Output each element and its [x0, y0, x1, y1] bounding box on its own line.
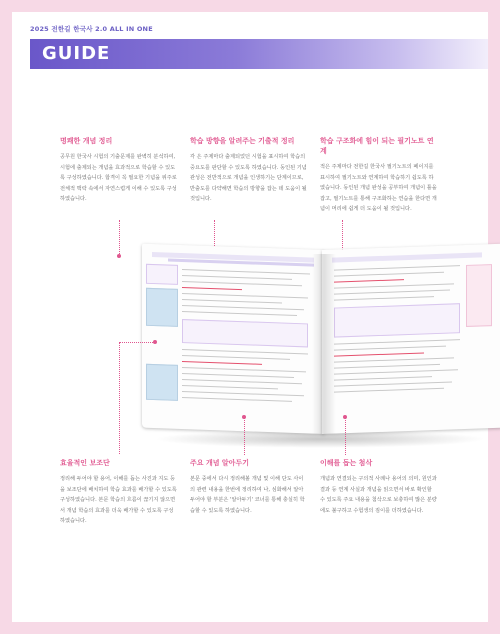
- book-right-page: [322, 244, 500, 434]
- connector-dot: [153, 340, 157, 344]
- section-body: 적은 주제마다 전한길 한국사 필기노트의 페이지를 표시하여 필기노트와 연계하여 학습하기 쉽도록 하였습니다. 동인된 개념 완성을 공부하여 개념이 틀을 잡고, 필기노트를 통해 구조화하는 연습을 한다면 개념이 머리에 쉽게 더 도움이 될 것입니다.: [320, 164, 437, 212]
- connector-line: [244, 417, 245, 455]
- section-body: 개념과 연결되는 구의적 사례나 용어의 의미, 원인과 결과 등 연계 사실과 개념을 읽으면서 바로 확인할 수 있도록 주요 내용을 첨삭으로 보충하여 많은 분량에도 불구하고 수험생의 짐이를 더하였습니다.: [320, 476, 437, 514]
- section-body: 본문 중에서 다시 정리해볼 개념 및 이해 단도 사이의 관련 내용을 한번에 정리하여 나, 심화해서 알아두어야 할 부분은 '알아두기' 코너를 통해 충실히 학습할 수 있도록 하였습니다.: [190, 476, 305, 514]
- section-title: 명쾌한 개념 정리: [60, 137, 113, 145]
- book-gutter: [312, 254, 336, 434]
- section-title: 주요 개념 알아두기: [190, 459, 249, 467]
- connector-dot: [117, 254, 121, 258]
- connector-line: [119, 342, 155, 343]
- guide-title: GUIDE: [42, 43, 111, 64]
- connector-dot: [242, 415, 246, 419]
- section-clear-concept: [60, 136, 178, 205]
- guide-banner: [30, 39, 488, 69]
- connector-dot: [343, 415, 347, 419]
- guide-page: [12, 12, 488, 622]
- book-left-page: [142, 244, 324, 434]
- section-title: 효율적인 보조단: [60, 459, 110, 467]
- section-note-link: [320, 136, 438, 215]
- section-body: 각 은 주제마다 출제되었던 시험을 표시하여 학습의 중요도를 판단할 수 있도록 하였습니다. 동인된 기념관성은 전반적으로 개념을 인생하기는 단계이므로, 반출도를 다약해면 학습의 방향을 잡는 데 도움이 될 것입니다.: [190, 154, 307, 202]
- section-annotation: [320, 458, 438, 516]
- connector-line: [119, 342, 120, 454]
- section-title: 학습 방향을 알려주는 기출적 정리: [190, 137, 295, 145]
- section-body: 정리해 두어야 할 용어, 이해를 돕는 사진과 지도 등을 보조단에 배치하여 학습 효과를 배가할 수 있도록 구성하였습니다. 본문 학습의 흐름이 끊기지 않으면서 개념 학습의 효과를 더욱 배가할 수 있도록 구성하였습니다.: [60, 476, 177, 524]
- connector-line: [119, 220, 120, 256]
- section-side-column: [60, 458, 178, 527]
- section-title: 이해를 돕는 첨삭: [320, 459, 373, 467]
- section-title: 학습 구조화에 힘이 되는 필기노트 연계: [320, 137, 434, 155]
- section-key-concept: [190, 458, 308, 516]
- section-past-exam: [190, 136, 308, 205]
- section-body: 공무원 한국사 시험의 기출문제를 완벽히 분석하여, 시험에 출제되는 개념을 효과적으로 학습할 수 있도록 구성하였습니다. 합격이 꼭 필요한 기념을 위주로 전체적 맥락 속에서 자연스럽게 이해 수 있도록 구성하였습니다.: [60, 154, 177, 202]
- connector-line: [345, 417, 346, 455]
- book-title-label: 2025 전한길 한국사 2.0 ALL IN ONE: [30, 25, 153, 33]
